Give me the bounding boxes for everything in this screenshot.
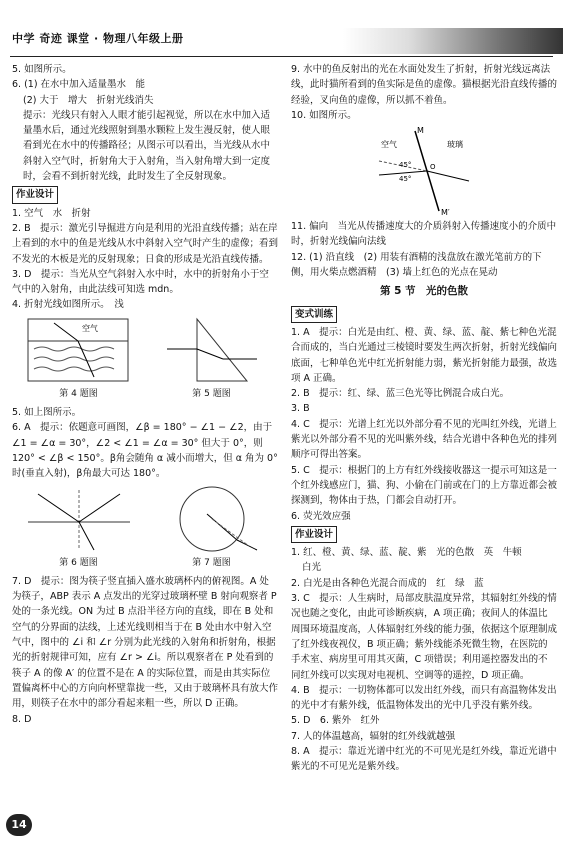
answer-item: 2. 白光是由各种色光混合而成的 红 绿 蓝: [291, 577, 484, 589]
section-heading: 作业设计: [291, 526, 337, 543]
header-decoration: [343, 28, 563, 54]
figure-7-diagram: [157, 484, 267, 554]
figure-4-diagram: [24, 315, 134, 385]
answer-item: 3. D 提示：当光从空气斜射入水中时，水中的折射角小于空气中的入射角，由此法线可知选 mdn。: [12, 268, 269, 296]
figure-5-diagram: [157, 315, 267, 385]
figure-10-diagram: [359, 125, 489, 217]
page-header: [0, 0, 563, 56]
answer-hint: 提示：光线只有射入人眼才能引起视觉，所以在水中加入适量墨水后，通过光线照射到墨水颗粒上发生漫反射，使人眼看到光在水中的传播路径；从图示可以看出，当光线从水中斜射入空气时，折射角大于入射角，当入射角增大到一定度时，会看不到折射光线，此时发生了全反射现象。: [23, 109, 271, 183]
right-column: [291, 62, 557, 775]
answer-item: 2. B 提示：激光引导掘进方向是利用的光沿直线传播；站在岸上看到的水中的鱼是光线从水中斜射入空气时产生的虚像；看到不发光的木板是光的反射现象；日食的形成是光沿直线传播。: [12, 222, 279, 265]
header-rule: [10, 56, 553, 57]
answer-item: 6. A 提示：依题意可画图，∠β = 180° − ∠1 − ∠2，由于∠1 = ∠α = 30°，∠2 < ∠1 = ∠α = 30° 但大于 0°，则 120° < ∠β < 150°。β角会随角 α 减小而增大，但 α 角为 0° 时(垂直入射)，β角最大可达 180°。: [12, 422, 278, 480]
figure-caption: 第 4 题图: [59, 388, 98, 399]
answer-item: 7. D 提示：图为筷子竖直插入盛水玻璃杯内的俯视图。A 处为筷子，ABP 表示 A 点发出的光穿过玻璃杯壁 B 射向观察者 P 处的一条光线。ON 为过 B 点沿半径方向的直线，即在 B 处和空气的分界面的法线，上述光线则相当于在 B 处由水中射入空气中，图中的 ∠i 和 ∠r 分别为此光线的入射角和折射角，根据光的折射规律可知，应有 ∠r > ∠i。所以观察者在 P 处看到的筷子 A 的像 A′ 的位置不是在 A 的实际位置，而是由其实际位置偏离杯中心的方向向杯壁靠拢一些，又由于玻璃杯具有放大作用，则筷子在水中的部分看起来粗一些，所以 D 正确。: [12, 575, 279, 710]
figure-captions: [12, 556, 278, 571]
answer-item: 1. 空气 水 折射: [12, 207, 91, 219]
page-number: 14: [6, 814, 32, 836]
figure-row: [12, 315, 278, 385]
answer-item: 白光: [302, 562, 322, 574]
label-o: O: [430, 163, 436, 172]
figure-row: [12, 484, 278, 554]
label-m: M: [417, 126, 424, 136]
figure-caption: 第 5 题图: [192, 388, 231, 399]
answer-item: 7. 人的体温越高，辐射的红外线就越强: [291, 730, 456, 742]
answer-item: 5. C 提示：根据门的上方有红外线接收器这一提示可知这是一个红外线感应门，猫、狗、小偷在门前或在门的上方靠近都会被探测到，物体由于热，门都会自动打开。: [291, 464, 558, 507]
answer-item: 10. 如图所示。: [291, 109, 357, 121]
label-air: 空气: [381, 140, 397, 150]
answer-item: 4. C 提示：光谱上红光以外部分看不见的光叫红外线，光谱上紫光以外部分看不见的光叫紫外线，结合光谱中各种色光的排列顺序可得出答案。: [291, 418, 558, 461]
answer-item: 3. B: [291, 403, 310, 415]
answer-item: 6. (1) 在水中加入适量墨水 能: [12, 79, 146, 91]
answer-item: (2) 大于 增大 折射光线消失: [23, 94, 154, 106]
answer-item: 1. A 提示：白光是由红、橙、黄、绿、蓝、靛、紫七种色光混合而成的，当白光通过三棱镜时要发生两次折射，折射光线偏向底面，七种单色光中红光折射能力弱，紫光折射能力最强，故选项 A 正确。: [291, 326, 558, 384]
answer-item: 6. 荧光效应强: [291, 510, 351, 522]
answer-item: 4. 折射光线如图所示。 浅: [12, 299, 124, 311]
answer-item: 8. A 提示：靠近光谱中红光的不可见光是红外线，靠近光谱中紫光的不可见光是紫外线。: [291, 745, 557, 773]
left-column: [12, 62, 278, 727]
section-title: 第 5 节 光的色散: [379, 285, 469, 298]
label-m-prime: M′: [441, 208, 450, 218]
label-glass: 玻璃: [447, 140, 463, 150]
figure-captions: [12, 387, 278, 402]
figure-caption: 第 7 题图: [192, 557, 231, 568]
answer-item: 1. 红、橙、黄、绿、蓝、靛、紫 光的色散 英 牛顿: [291, 547, 522, 559]
answer-item: 9. 水中的鱼反射出的光在水面处发生了折射，折射光线远离法线，此时猫所看到的鱼实际是鱼的虚像。猫根据光沿直线传播的经验，叉向鱼的虚像，所以抓不着鱼。: [291, 64, 558, 106]
answer-item: 3. C 提示：人生病时，局部皮肤温度异常，其辐射红外线的情况也随之变化，由此可诊断疾病，A 项正确；夜间人的体温比周围环境温度高，人体辐射红外线的能力强，依据这个原理制成了红外线夜视仪，B 项正确；紫外线能杀死微生物，在医院的手术室、病房里可用其灭菌，C 项错误；利用遥控器发出的不同红外线可以实现对电视机、空调等的遥控，D 项正确。: [291, 593, 558, 681]
answer-item: 8. D: [12, 713, 32, 725]
figure-caption: 第 6 题图: [59, 557, 98, 568]
answer-item: 5. D 6. 紫外 红外: [291, 715, 380, 727]
answer-item: 11. 偏向 当光从传播速度大的介质斜射入传播速度小的介质中时，折射光线偏向法线: [291, 221, 557, 248]
header-title: 中学 奇迹 课堂 · 物理八年级上册: [12, 32, 184, 45]
answer-item: 2. B 提示：红、绿、蓝三色光等比例混合成白光。: [291, 388, 510, 400]
figure-6-diagram: [24, 484, 134, 554]
answer-item: 4. B 提示：一切物体都可以发出红外线，而只有高温物体发出的光中才有紫外线，低温物体发出的光中几乎没有紫外线。: [291, 684, 557, 712]
answer-item: 5. 如图所示。: [12, 64, 72, 75]
label-angle2: 45°: [399, 175, 412, 184]
answer-item: 12. (1) 沿直线 (2) 用装有酒精的浅盘放在激光笔前方的下侧，用火柴点燃酒精 (3) 墙上红色的光点在晃动: [291, 251, 542, 279]
fig4-label: 空气: [81, 323, 98, 333]
label-angle1: 45°: [399, 161, 412, 170]
section-heading: 作业设计: [12, 186, 58, 203]
section-heading: 变式训练: [291, 306, 337, 323]
answer-item: 5. 如上图所示。: [12, 407, 82, 419]
